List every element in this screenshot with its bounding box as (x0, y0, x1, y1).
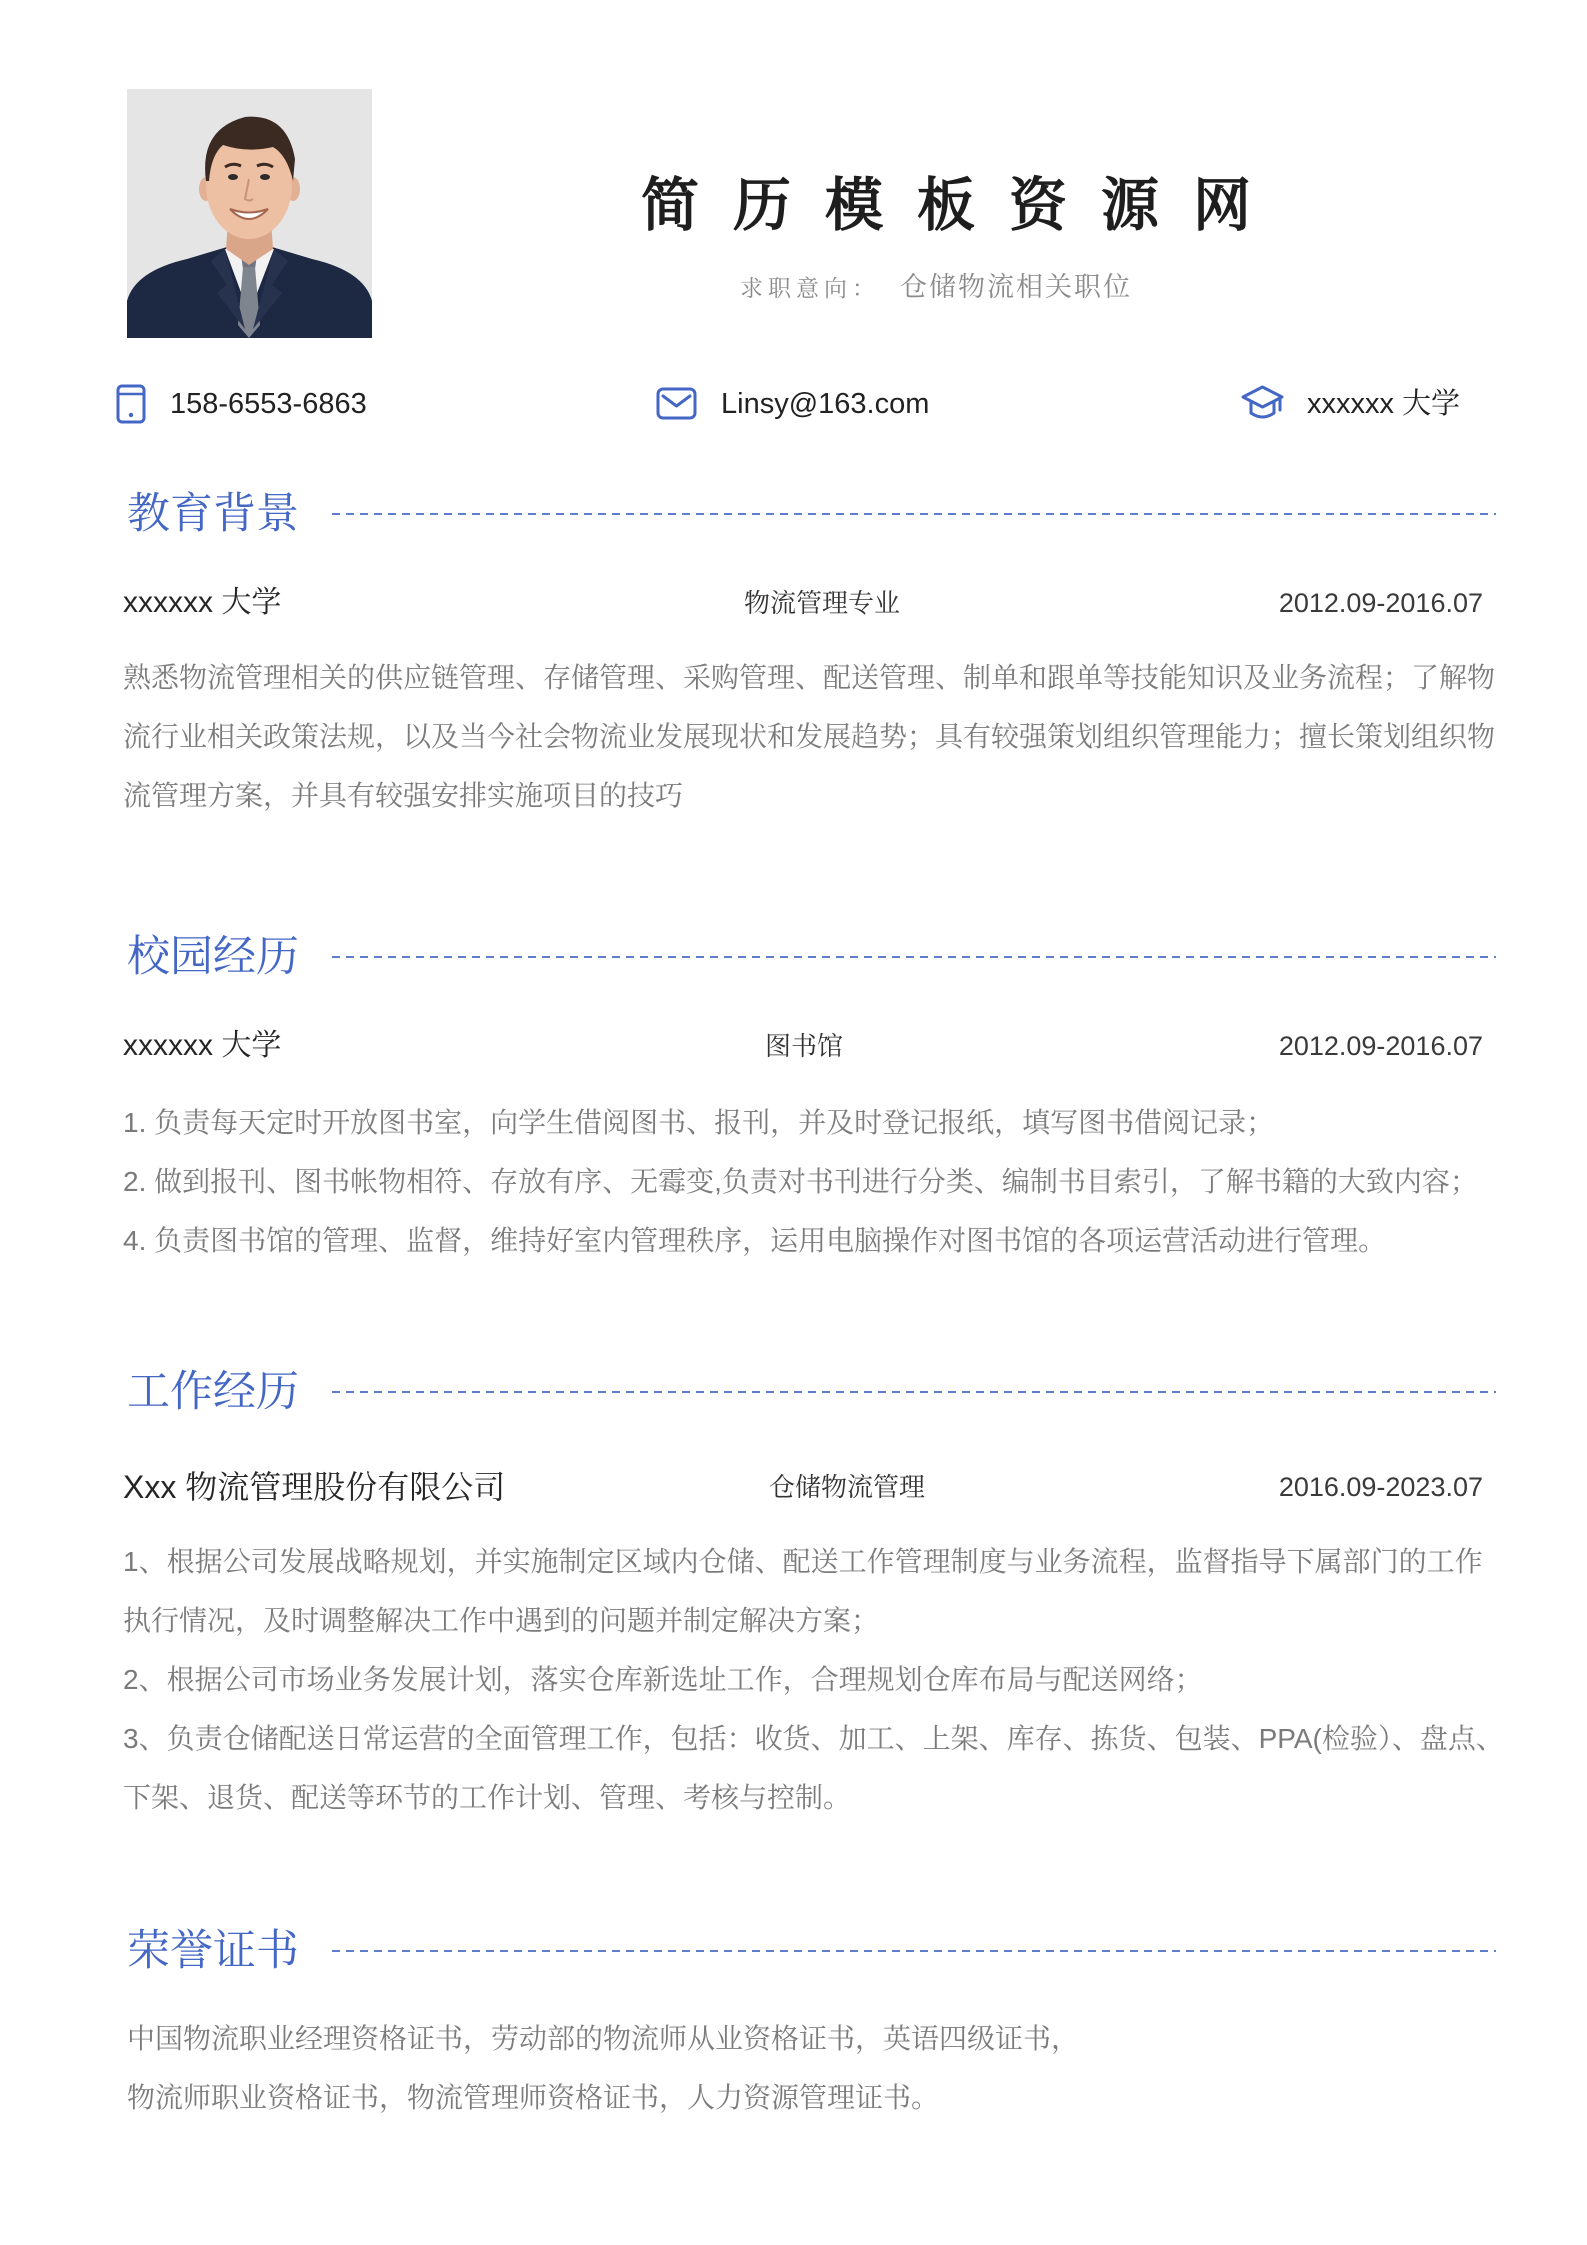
section-divider (332, 1950, 1496, 1952)
duty-line: 执行情况，及时调整解决工作中遇到的问题并制定解决方案； (123, 1605, 880, 1636)
section-divider (332, 956, 1496, 958)
work-role: 仓储物流管理 (769, 1472, 926, 1502)
description-line: 流管理方案，并具有较强安排实施项目的技巧 (123, 780, 684, 811)
honors-list (127, 2009, 1079, 2127)
honor-line: 物流师职业资格证书，物流管理师资格证书，人力资源管理证书。 (127, 2082, 940, 2113)
campus-organization: xxxxxx 大学 (123, 1029, 282, 1062)
phone-number: 158-6553-6863 (170, 388, 367, 420)
campus-department: 图书馆 (765, 1031, 844, 1061)
profile-photo (127, 89, 372, 338)
phone-icon (115, 384, 147, 424)
education-description (123, 648, 1495, 825)
education-period: 2012.09-2016.07 (1278, 588, 1483, 618)
duty-line: 2、根据公司市场业务发展计划，落实仓库新选址工作，合理规划仓库布局与配送网络； (123, 1664, 1203, 1695)
section-title-campus: 校园经历 (127, 933, 299, 981)
duty-line: 1、根据公司发展战略规划，并实施制定区域内仓储、配送工作管理制度与业务流程，监督指导下属部门的工作 (123, 1546, 1483, 1577)
campus-duties (123, 1093, 1478, 1270)
job-intention (740, 269, 1132, 310)
education-major: 物流管理专业 (744, 588, 901, 618)
work-duties (123, 1532, 1504, 1827)
education-school: xxxxxx 大学 (123, 586, 282, 619)
section-title-education: 教育背景 (127, 490, 299, 538)
portrait-image (127, 89, 372, 338)
section-divider (332, 513, 1496, 515)
work-period: 2016.09-2023.07 (1278, 1472, 1483, 1502)
graduation-cap-icon (1241, 382, 1284, 424)
duty-line: 下架、退货、配送等环节的工作计划、管理、考核与控制。 (123, 1782, 852, 1813)
campus-period: 2012.09-2016.07 (1278, 1031, 1483, 1061)
job-intention-value: 仓储物流相关职位 (900, 272, 1132, 302)
section-title-honors: 荣誉证书 (127, 1927, 299, 1975)
school-name: xxxxxx 大学 (1307, 388, 1461, 420)
job-intention-label: 求职意向： (740, 275, 880, 301)
mail-icon (656, 387, 697, 420)
section-title-work: 工作经历 (127, 1368, 299, 1416)
duty-item: 4. 负责图书馆的管理、监督，维持好室内管理秩序，运用电脑操作对图书馆的各项运营活动进行管理。 (123, 1225, 1387, 1256)
email-address: Linsy@163.com (721, 388, 930, 420)
resume-title: 简历模板资源网 (641, 173, 1286, 238)
section-divider (332, 1391, 1496, 1393)
duty-item: 1. 负责每天定时开放图书室，向学生借阅图书、报刊，并及时登记报纸，填写图书借阅记录； (123, 1107, 1275, 1138)
description-line: 流行业相关政策法规，以及当今社会物流业发展现状和发展趋势；具有较强策划组织管理能力；擅长策划组织物 (123, 721, 1496, 752)
duty-item: 2. 做到报刊、图书帐物相符、存放有序、无霉变,负责对书刊进行分类、编制书目索引，了解书籍的大致内容； (123, 1166, 1478, 1197)
work-company: Xxx 物流管理股份有限公司 (123, 1469, 506, 1505)
description-line: 熟悉物流管理相关的供应链管理、存储管理、采购管理、配送管理、制单和跟单等技能知识及业务流程；了解物 (123, 662, 1496, 693)
honor-line: 中国物流职业经理资格证书，劳动部的物流师从业资格证书，英语四级证书， (127, 2023, 1080, 2054)
duty-line: 3、负责仓储配送日常运营的全面管理工作，包括：收货、加工、上架、库存、拣货、包装、PPA(检验）、盘点、 (123, 1723, 1504, 1754)
